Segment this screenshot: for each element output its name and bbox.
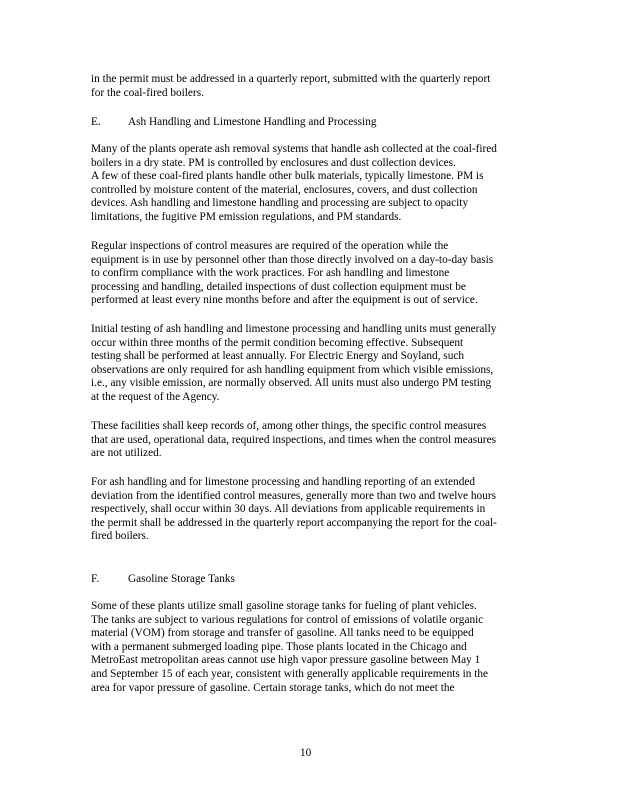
section-letter: F. (91, 573, 100, 585)
page-number: 10 (300, 747, 312, 759)
text-line: observations are only required for ash handling equipment from which visible emissions, (91, 363, 494, 376)
text-line: occur within three months of the permit condition becoming effective. Subsequent (91, 336, 464, 349)
text-line: limitations, the fugitive PM emission regulations, and PM standards. (91, 210, 402, 223)
text-line: performed at least every nine months before and after the equipment is out of service. (91, 294, 478, 307)
paragraph-permit-continuation (91, 73, 591, 100)
text-line: boilers in a dry state. PM is controlled by enclosures and dust collection devices. (91, 156, 456, 169)
text-line: i.e., any visible emission, are normally observed. All units must also undergo PM testing (91, 377, 492, 390)
text-line: to confirm compliance with the work practices. For ash handling and limestone (91, 267, 450, 280)
paragraph-records (91, 420, 591, 461)
section-title: Gasoline Storage Tanks (128, 573, 235, 585)
text-line: for the coal-fired boilers. (91, 86, 204, 99)
text-line: are not utilized. (91, 447, 162, 460)
text-line: the permit shall be addressed in the quarterly report accompanying the report for the coal- (91, 516, 497, 529)
section-heading-f (91, 573, 235, 587)
text-line: Some of these plants utilize small gasoline storage tanks for fueling of plant vehicles. (91, 600, 477, 612)
text-line: equipment is in use by personnel other than those directly involved on a day-to-day basis (91, 253, 494, 266)
text-line: testing shall be performed at least annually. For Electric Energy and Soyland, such (91, 350, 465, 363)
text-line: These facilities shall keep records of, among other things, the specific control measures (91, 420, 487, 432)
text-line: Many of the plants operate ash removal systems that handle ash collected at the coal-fired (91, 143, 497, 155)
text-line: that are used, operational data, required inspections, and times when the control measures (91, 433, 496, 446)
text-line: fired boilers. (91, 530, 149, 543)
text-line: A few of these coal-fired plants handle other bulk materials, typically limestone. PM is (91, 170, 484, 183)
text-line: processing and handling, detailed inspections of dust collection equipment must be (91, 280, 466, 293)
text-line: Regular inspections of control measures are required of the operation while the (91, 240, 449, 252)
section-letter: E. (91, 116, 101, 128)
section-heading-e (91, 116, 377, 130)
text-line: For ash handling and for limestone processing and handling reporting of an extended (91, 476, 476, 488)
paragraph-reporting (91, 476, 591, 544)
section-title: Ash Handling and Limestone Handling and Processing (128, 116, 377, 128)
paragraph-gasoline-tanks (91, 600, 591, 695)
text-line: controlled by moisture content of the material, enclosures, covers, and dust collection (91, 183, 478, 196)
text-line: Initial testing of ash handling and limestone processing and handling units must generally (91, 323, 497, 335)
text-line: and September 15 of each year, consistent with generally applicable requirements in the (91, 667, 488, 680)
text-line: The tanks are subject to various regulations for control of emissions of volatile organic (91, 613, 484, 626)
paragraph-testing (91, 323, 591, 405)
paragraph-ash-removal (91, 143, 591, 225)
text-line: material (VOM) from storage and transfer of gasoline. All tanks need to be equipped (91, 627, 474, 640)
text-line: area for vapor pressure of gasoline. Certain storage tanks, which do not meet the (91, 681, 455, 694)
text-line: deviation from the identified control measures, generally more than two and twelve hours (91, 489, 496, 502)
text-line: MetroEast metropolitan areas cannot use high vapor pressure gasoline between May 1 (91, 654, 481, 667)
text-line: with a permanent submerged loading pipe. Those plants located in the Chicago and (91, 640, 467, 653)
text-line: in the permit must be addressed in a quarterly report, submitted with the quarterly report (91, 73, 491, 85)
text-line: devices. Ash handling and limestone handling and processing are subject to opacity (91, 197, 469, 210)
text-line: at the request of the Agency. (91, 390, 220, 403)
text-line: respectively, shall occur within 30 days. All deviations from applicable requirements in (91, 503, 486, 516)
paragraph-inspections (91, 240, 591, 308)
